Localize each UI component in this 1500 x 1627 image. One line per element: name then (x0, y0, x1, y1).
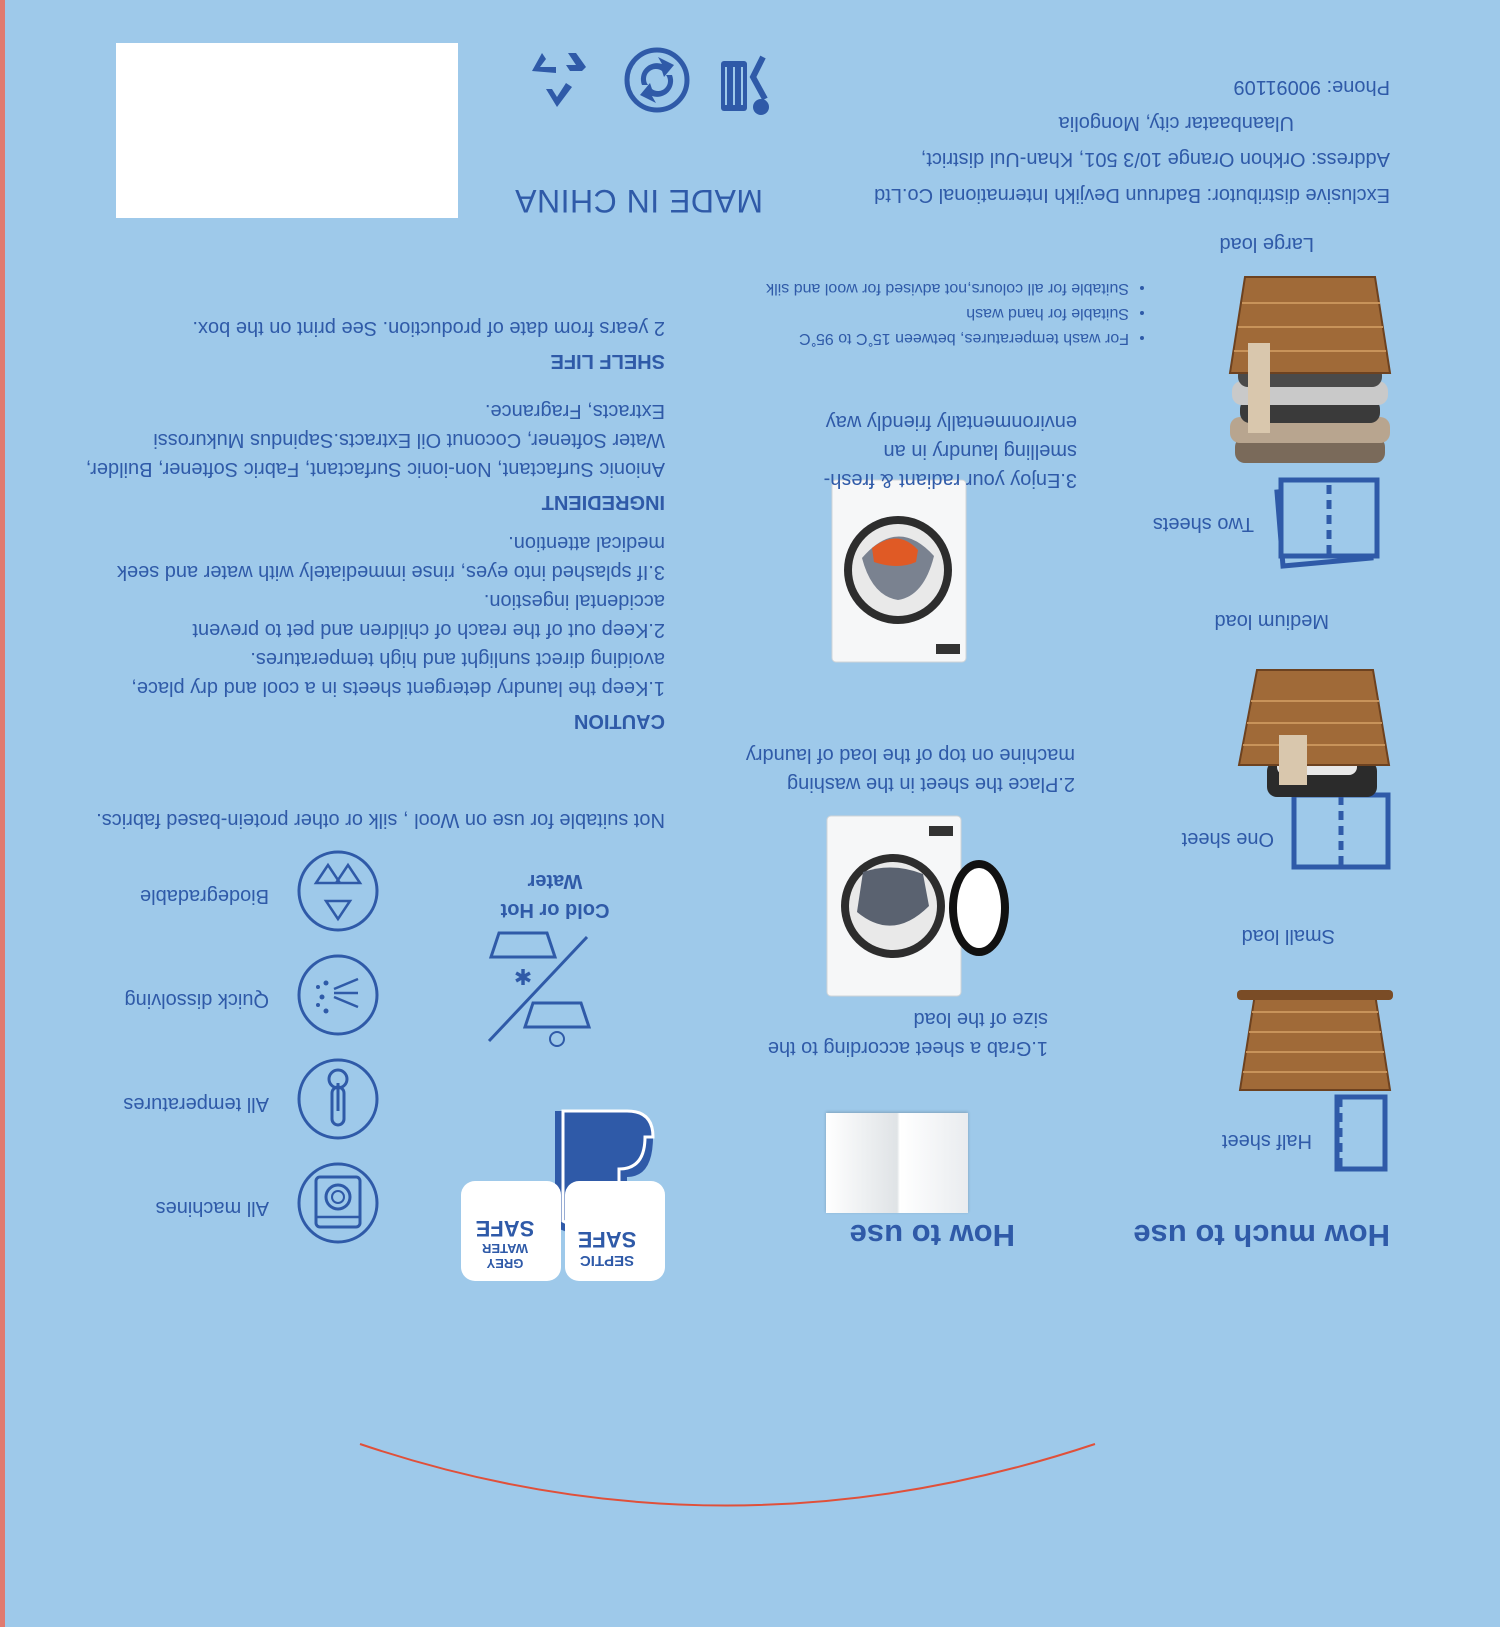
cold-hot-water-icon (485, 927, 595, 1047)
not-suitable-text: Not suitable for use on Wool , silk or other protein-based fabrics. (96, 809, 665, 831)
septic-line-1: SEPTIC (579, 1252, 635, 1269)
open-washer-image (813, 812, 1013, 1002)
medium-load-label: Medium load (1214, 610, 1329, 632)
one-sheet-label: One sheet (1181, 828, 1274, 850)
medium-basket-icon (1232, 665, 1397, 805)
thermometer-icon (296, 1057, 380, 1141)
two-sheets-label: Two sheets (1152, 513, 1254, 535)
feature-label: All temperatures (123, 1093, 269, 1115)
tidyman-icon (715, 47, 775, 117)
made-in-china: MADE IN CHINA (514, 183, 763, 219)
shelf-life-title: SHELF LIFE (550, 350, 665, 372)
caution-item: 2.Keep out of the reach of children and pet to prevent accidental ingestion. (192, 590, 665, 641)
half-sheet-label: Half sheet (1221, 1130, 1312, 1152)
svg-text:✱: ✱ (513, 963, 533, 988)
septic-line-2: SAFE (577, 1227, 637, 1252)
grey-line-2: WATER (482, 1241, 528, 1256)
how-to-title: How to use (849, 1218, 1015, 1253)
feature-label: Biodegradable (140, 885, 269, 907)
shelf-life-text: 2 years from date of production. See print on the box. (192, 317, 665, 339)
blank-label-area (116, 43, 458, 218)
small-load-label: Small load (1241, 925, 1335, 947)
step-2-text: 2.Place the sheet in the washing machine on top of the load of laundry (745, 744, 1075, 795)
temperature-label: Cold or Hot Water (500, 870, 610, 921)
ingredient-text: Anionic Surfactant, Non-ionic Surfactant, Fabric Softener, Builder, Water Softener, Coconut Oil Extracts.Sapindus Mukurossi Extracts, Fragrance. (85, 400, 665, 480)
step-1-text: 1.Grab a sheet according to the size of the load (767, 1008, 1048, 1059)
washing-machine-icon (296, 1161, 380, 1245)
quick-dissolving-icon (296, 953, 380, 1037)
bullet-item: • Suitable for hand wash (699, 301, 1129, 326)
feature-label: All machines (155, 1197, 269, 1219)
grey-line-1: GREY (486, 1256, 524, 1271)
folded-sheet-image (826, 1113, 968, 1213)
caution-item: 1.Keep the laundry detergent sheets in a cool and dry place, avoiding direct sunlight and high temperatures. (131, 648, 665, 699)
fold-curve (5, 1327, 1500, 1627)
half-sheet-icon (1334, 1094, 1388, 1172)
how-much-title: How much to use (1133, 1218, 1390, 1253)
step-3-text: 3.Enjoy your radiant & fresh-smelling laundry in an environmentally friendly way (823, 411, 1077, 491)
ingredient-title: INGREDIENT (541, 491, 665, 513)
grey-water-label (457, 1215, 553, 1271)
recycle-icon (524, 51, 590, 111)
caution-title: CAUTION (573, 710, 665, 732)
green-dot-icon (624, 47, 690, 113)
large-basket-icon (1220, 273, 1400, 473)
septic-label (559, 1226, 655, 1269)
bullet-item: • For wash temperatures, between 15˚C to 95˚C (699, 326, 1129, 351)
phone-line: Phone: 90091109 (1233, 76, 1390, 98)
feature-label: Quick dissolving (124, 989, 269, 1011)
address-line: Address: Orkhon Orange 10/3 501, Khan-Uul district, (920, 148, 1390, 170)
city-line: Ulaanbaatar city, Mongolia (1058, 112, 1294, 134)
usage-bullets (699, 276, 1145, 351)
distributor-block (790, 72, 1390, 209)
grey-line-3: SAFE (475, 1216, 535, 1241)
rotated-artwork (5, 0, 1500, 1627)
closed-washer-image (828, 476, 968, 666)
caution-item: 3.If splashed into eyes, rinse immediately with water and seek medical attention. (116, 532, 665, 583)
bullet-item: • Suitable for all colours,not advised for wool and silk (699, 276, 1129, 301)
large-load-label: Large load (1219, 233, 1314, 255)
distributor-line: Exclusive distributor: Badruun Devjikh International Co.Ltd (874, 184, 1390, 206)
biodegradable-icon (296, 849, 380, 933)
two-sheets-icon (1265, 474, 1385, 570)
small-basket-icon (1235, 982, 1395, 1102)
